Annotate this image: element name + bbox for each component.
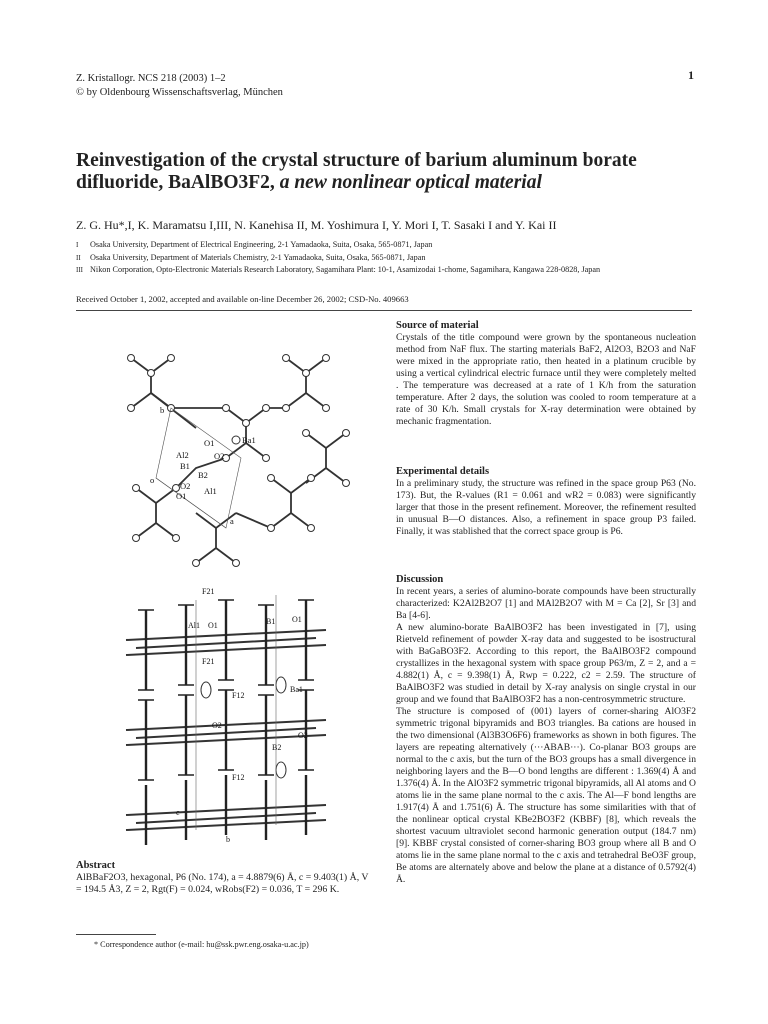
affiliation-1: I Osaka University, Department of Electrical Engineering, 2-1 Yamadaoka, Suita, Osaka, 565-0871, Japan xyxy=(76,240,433,249)
abstract xyxy=(76,860,376,896)
heading-source: Source of material xyxy=(396,320,479,331)
label-f21-top: F21 xyxy=(202,587,215,596)
label-origin: o xyxy=(150,475,155,485)
affiliation-2: II Osaka University, Department of Materials Chemistry, 2-1 Yamadaoka, Suita, Osaka, 565-0871, Japan xyxy=(76,252,426,262)
label-f12-bottom: F12 xyxy=(232,773,245,782)
atom-markers xyxy=(128,355,350,567)
article-title xyxy=(76,150,676,194)
title-line-1: Reinvestigation of the crystal structure of barium aluminum borate xyxy=(76,150,637,171)
running-header xyxy=(76,72,283,100)
section-source-of-material xyxy=(396,320,696,428)
label-o1: O1 xyxy=(208,621,218,630)
label-al2: Al2 xyxy=(176,450,189,460)
text-experimental: In a preliminary study, the structure was refined in the space group P63 (No. 173). But, the R-values (R1 = 0.061 and wR2 = 0.083) were significantly larger that those in the present refinement. Moreover, the refinement resulted in unusual B—O distances. Also, a refinement in space group P3 failed. Finally, it was stablished that the correct space group is P6. xyxy=(396,478,696,537)
cell-box xyxy=(196,595,276,830)
copyright-line: © by Oldenbourg Wissenschaftsverlag, München xyxy=(76,87,283,98)
title-subtitle: a new nonlinear optical material xyxy=(274,172,542,193)
label-ba1: Ba1 xyxy=(242,435,256,445)
received-line: Received October 1, 2002, accepted and available on-line December 26, 2002; CSD-No. 409663 xyxy=(76,294,409,304)
affiliation-3: III Nikon Corporation, Opto-Electronic Materials Research Laboratory, Sagamihara Plant: 10-1, Asamizodai 1-chome, Sagamihara, Kangawa 228-0828, Japan xyxy=(76,265,601,274)
label-o2-right: O2 xyxy=(298,731,308,740)
page-number: 1 xyxy=(688,68,694,82)
label-b1: B1 xyxy=(266,617,276,626)
header-divider xyxy=(76,310,692,311)
label-b2: B2 xyxy=(272,743,282,752)
label-b1: B1 xyxy=(180,461,190,471)
label-b2: B2 xyxy=(198,470,208,480)
label-o1b: O1 xyxy=(176,491,187,501)
affiliations xyxy=(76,239,716,277)
label-axis-c: c xyxy=(176,808,180,817)
title-formula: difluoride, BaAlBO3F2, xyxy=(76,172,275,193)
label-o1: O1 xyxy=(204,438,215,448)
heading-discussion: Discussion xyxy=(396,574,444,585)
author-list: Z. G. Hu*,I, K. Maramatsu I,III, N. Kanehisa II, M. Yoshimura I, Y. Mori I, T. Sasaki I and Y. Kai II xyxy=(76,218,557,232)
label-o2b: O2 xyxy=(180,481,191,491)
footnote-divider xyxy=(76,934,156,935)
text-discussion-p2: A new alumino-borate BaAlBO3F2 has been investigated in [7], using Rietveld refinement of powder X-ray data and suggested to be isostructural with BaGaBO3F2. According to this report, the BaAlBO3F2 compound crystallizes in the hexagonal system with space group P63/m, Z = 2, and a = 4.882(1) Å, c = 9.398(1) Å, Rwp = 0.222, c2 = 2.59. The structure of BaAlBO3F2 was studied in detail by X-ray analysis on single crystal in our group and we found that BaAlBO3F2 has a non-centrosymmetric structure. xyxy=(396,622,696,705)
text-abstract: AlBBaF2O3, hexagonal, P6 (No. 174), a = 4.8879(6) Å, c = 9.403(1) Å, V = 194.5 Å3, Z = 2, Rgt(F) = 0.024, wRobs(F2) = 0.036, T = 296 K. xyxy=(76,872,369,895)
title-line-2 xyxy=(76,172,676,194)
label-o2: O2 xyxy=(212,721,222,730)
section-experimental-details xyxy=(396,466,696,538)
text-discussion-p1: In recent years, a series of alumino-borate compounds have been structurally characterized: K2Al2B2O7 [1] and MAl2B2O7 with M = Ca [2], Sr [3] and Ba [4-6]. xyxy=(396,586,696,621)
text-discussion-p3: The structure is composed of (001) layers of corner-sharing AlO3F2 symmetric trigonal bipyramids and BO3 triangles. Ba cations are housed in the two dimensional (Al3B3O6F6) frameworks as shown in both figures. The layers are repeating alternatively (···ABAB···). Co-planar BO3 groups are normal to the c axis, but the turn of the BO3 groups has a small divergence in neighboring layers and the B—O bond lengths are different : 1.369(4) Å and 1.376(4) Å. In the AlO3F2 symmetric trigonal bipyramids, all Al atoms and O atoms lie in the same plane normal to the c axis. The Al—F bond lengths are 1.917(4) Å and 1.751(6) Å. The structure has some similarities with that of the nonlinear optical crystal KBe2BO3F2 (KBBF) [8], which reveals the shortest vacuum ultraviolet second harmonic generation output (184.7 nm) [9]. KBBF crystal consisted of corner-sharing BO3 group where all B and O atoms lie in the same plane normal to the c axis and tetrahedral BeO3F group, Be atoms are alternately above and below the plane at a distance of 0.5792(4) Å. xyxy=(396,706,696,885)
label-ba1: Ba1 xyxy=(290,685,303,694)
heading-abstract: Abstract xyxy=(76,860,116,871)
label-axis-b: b xyxy=(226,835,230,844)
section-discussion xyxy=(396,574,696,886)
label-al1: Al1 xyxy=(204,486,217,496)
crystal-structure-figure-top xyxy=(76,318,376,578)
label-axis-b: b xyxy=(160,405,165,415)
heading-experimental: Experimental details xyxy=(396,466,490,477)
label-al1: Al1 xyxy=(188,621,200,630)
journal-citation: Z. Kristallogr. NCS 218 (2003) 1–2 xyxy=(76,73,226,84)
bond-network xyxy=(131,358,346,563)
crystal-structure-figure-bottom xyxy=(76,580,376,850)
correspondence-footnote: * Correspondence author (e-mail: hu@ssk.pwr.eng.osaka-u.ac.jp) xyxy=(94,940,309,949)
label-o1b: O1 xyxy=(292,615,302,624)
text-source: Crystals of the title compound were grown by the spontaneous nucleation method from NaF flux. The starting materials BaF2, Al2O3, B2O3 and NaF were mixed in the appropriate ratio, then heated in a platinum crucible by using a vertical cylindrical electric furnace until they were completely melted . The temperature was decreased at a rate of 1 K/h from the saturation temperature. After 2 days, the solution was cooled to room temperature at a rate of 30 K/h. Small crystals for X-ray determination were obtained by mechanic fragmentation. xyxy=(396,332,696,427)
label-o2a: O2 xyxy=(214,451,225,461)
label-f12-top: F12 xyxy=(232,691,245,700)
label-f21-mid: F21 xyxy=(202,657,215,666)
label-axis-a: a xyxy=(230,516,234,526)
